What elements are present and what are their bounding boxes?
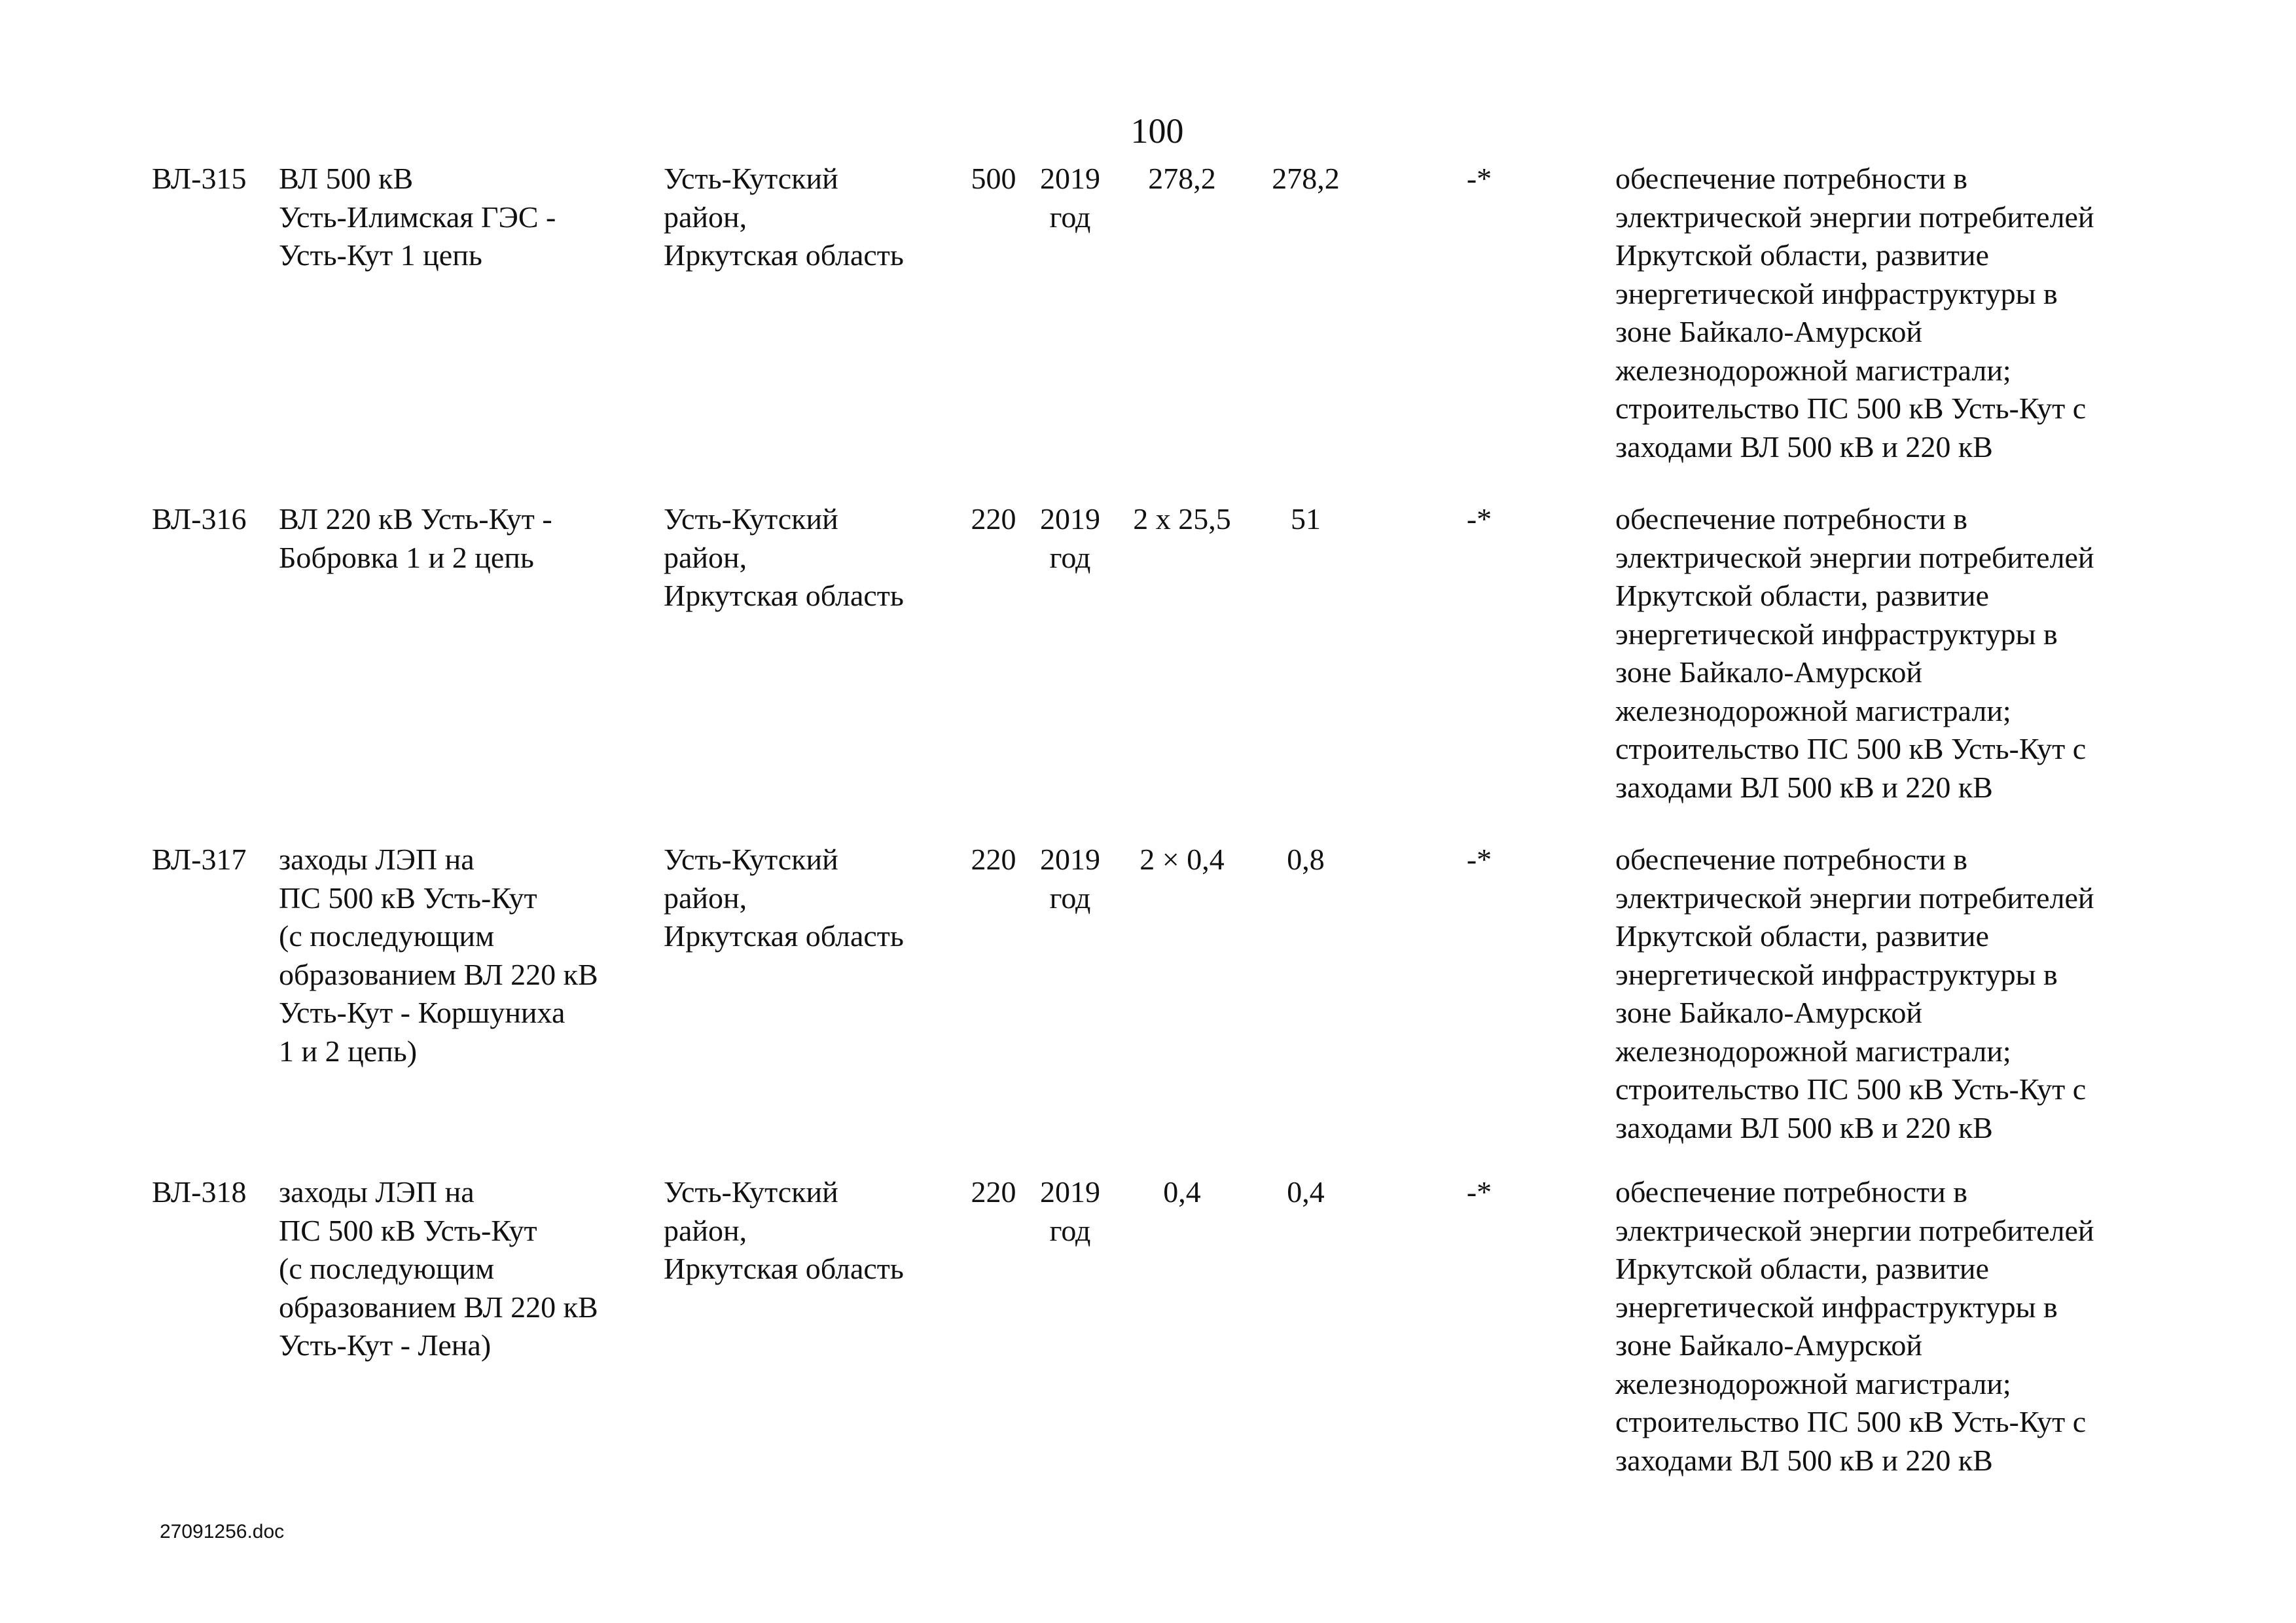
line-note: -* <box>1466 502 1492 536</box>
line-purpose: обеспечение потребности в электрической энергии потребителей Иркутской области, развитие энергетической инфраструктуры в зоне Байкало-Амурской железнодорожной магистрали; строительство ПС 500 кВ Усть-Кут с заходами ВЛ 500 кВ и 220 кВ <box>1615 843 2094 1144</box>
line-voltage: 220 <box>971 502 1016 536</box>
line-voltage: 220 <box>971 1175 1016 1209</box>
line-length: 2 × 0,4 <box>1139 843 1225 876</box>
line-purpose: обеспечение потребности в электрической энергии потребителей Иркутской области, развитие энергетической инфраструктуры в зоне Байкало-Амурской железнодорожной магистрали; строительство ПС 500 кВ Усть-Кут с заходами ВЛ 500 кВ и 220 кВ <box>1615 162 2094 464</box>
page-number <box>0 110 2296 152</box>
line-note: -* <box>1466 1175 1492 1209</box>
line-voltage: 500 <box>971 162 1016 195</box>
line-name: ВЛ 220 кВ Усть-Кут - Бобровка 1 и 2 цепь <box>279 502 552 574</box>
table-row <box>0 160 2296 500</box>
power-line-table <box>0 160 2296 1514</box>
line-name: заходы ЛЭП на ПС 500 кВ Усть-Кут (с последующим образованием ВЛ 220 кВ Усть-Кут - Лена) <box>279 1175 598 1362</box>
table-row <box>0 1173 2296 1514</box>
line-voltage: 220 <box>971 843 1016 876</box>
line-note: -* <box>1466 162 1492 195</box>
line-total: 0,8 <box>1287 843 1325 876</box>
line-note: -* <box>1466 843 1492 876</box>
line-length: 0,4 <box>1163 1175 1201 1209</box>
line-purpose: обеспечение потребности в электрической энергии потребителей Иркутской области, развитие энергетической инфраструктуры в зоне Байкало-Амурской железнодорожной магистрали; строительство ПС 500 кВ Усть-Кут с заходами ВЛ 500 кВ и 220 кВ <box>1615 502 2094 804</box>
line-year: 2019 год <box>1040 162 1100 234</box>
line-total: 0,4 <box>1287 1175 1325 1209</box>
line-code: ВЛ-317 <box>152 843 247 876</box>
line-year: 2019 год <box>1040 1175 1100 1247</box>
line-location: Усть-Кутский район, Иркутская область <box>664 162 904 272</box>
line-year: 2019 год <box>1040 502 1100 574</box>
line-total: 51 <box>1291 502 1321 536</box>
line-length: 278,2 <box>1148 162 1216 195</box>
page-number-text: 100 <box>1130 111 1184 151</box>
table-row <box>0 500 2296 841</box>
line-code: ВЛ-315 <box>152 162 247 195</box>
line-location: Усть-Кутский район, Иркутская область <box>664 1175 904 1285</box>
table-row <box>0 841 2296 1173</box>
footer-filename: 27091256.doc <box>160 1521 285 1542</box>
line-total: 278,2 <box>1272 162 1340 195</box>
line-year: 2019 год <box>1040 843 1100 915</box>
line-length: 2 х 25,5 <box>1133 502 1231 536</box>
line-location: Усть-Кутский район, Иркутская область <box>664 502 904 612</box>
line-code: ВЛ-318 <box>152 1175 247 1209</box>
line-name: ВЛ 500 кВ Усть-Илимская ГЭС - Усть-Кут 1 цепь <box>279 162 556 272</box>
line-name: заходы ЛЭП на ПС 500 кВ Усть-Кут (с последующим образованием ВЛ 220 кВ Усть-Кут - Коршуниха 1 и 2 цепь) <box>279 843 598 1068</box>
line-location: Усть-Кутский район, Иркутская область <box>664 843 904 953</box>
line-purpose: обеспечение потребности в электрической энергии потребителей Иркутской области, развитие энергетической инфраструктуры в зоне Байкало-Амурской железнодорожной магистрали; строительство ПС 500 кВ Усть-Кут с заходами ВЛ 500 кВ и 220 кВ <box>1615 1175 2094 1477</box>
line-code: ВЛ-316 <box>152 502 247 536</box>
